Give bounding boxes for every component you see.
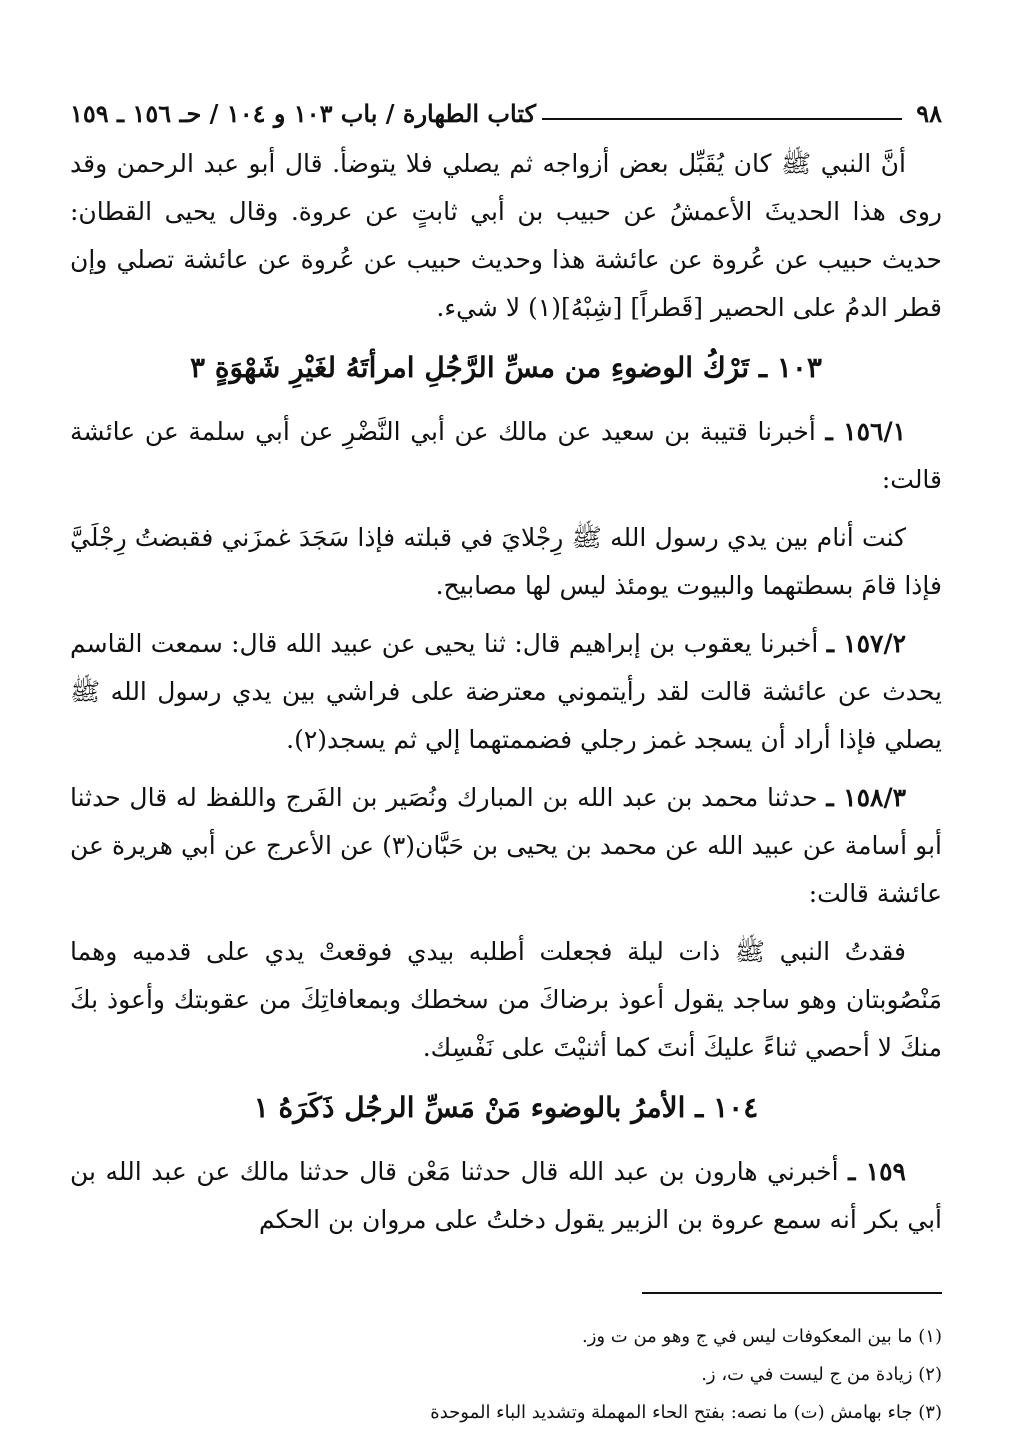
footnotes bbox=[70, 1318, 942, 1432]
footnote-1: (١) ما بين المعكوفات ليس في ج وهو من ت وز. bbox=[581, 1326, 942, 1347]
hadith-text-159: أخبرني هارون بن عبد الله قال حدثنا مَعْن قال حدثنا مالك عن عبد الله بن أبي بكر أنه سمع عروة بن الزبير يقول دخلتُ على مروان بن الحكم bbox=[70, 1157, 942, 1234]
hadith-text-157: أخبرنا يعقوب بن إبراهيم قال: ثنا يحيى عن عبيد الله قال: سمعت القاسم يحدث عن عائشة قالت لقد رأيتموني معترضة على فراشي بين يدي رسول الله ﷺ يصلي فإذا أراد أن يسجد غمز رجلي فضممتهما إلي ثم يسجد(٢). bbox=[70, 629, 942, 754]
hadith-number-159: ١٥٩ ـ bbox=[848, 1157, 906, 1186]
hadith-159 bbox=[70, 1148, 942, 1244]
hadith-text-158: حدثنا محمد بن عبد الله بن المبارك ونُصَير بن الفَرج واللفظ له قال حدثنا أبو أسامة عن عبيد الله عن محمد بن يحيى بن حَبَّان(٣) عن الأعرج عن أبي هريرة عن عائشة قالت: bbox=[70, 783, 942, 908]
footnote-rule bbox=[642, 1292, 942, 1294]
footnote-2: (٢) زيادة من ج ليست في ت، ز. bbox=[701, 1364, 942, 1385]
header-rule bbox=[542, 118, 902, 120]
hadith-number-157: ١٥٧/٢ ـ bbox=[826, 629, 906, 658]
page-body bbox=[70, 140, 942, 1254]
chapter-heading-103: ١٠٣ ـ تَرْكُ الوضوءِ من مسِّ الرَّجُلِ امرأتَهُ لغَيْرِ شَهْوَةٍ ٣ bbox=[190, 351, 822, 384]
header-title: كتاب الطهارة / باب ١٠٣ و ١٠٤ / حـ ١٥٦ ـ ١٥٩ bbox=[70, 99, 537, 128]
running-header bbox=[70, 88, 942, 128]
page-number: ٩٨ bbox=[916, 99, 942, 128]
hadith-158 bbox=[70, 774, 942, 918]
chapter-heading-104: ١٠٤ ـ الأمرُ بالوضوء مَنْ مَسِّ الرجُل ذَكَرَهُ ١ bbox=[253, 1091, 759, 1124]
hadith-156 bbox=[70, 408, 942, 504]
paragraph-intro: أنَّ النبي ﷺ كان يُقَبِّل بعض أزواجه ثم يصلي فلا يتوضأ. قال أبو عبد الرحمن وقد روى هذا الحديثَ الأعمشُ عن حبيب بن أبي ثابتٍ عن عروة. وقال يحيى القطان: حديث حبيب عن عُروة عن عائشة هذا وحديث حبيب عن عُروة عن عائشة تصلي وإن قطر الدمُ على الحصير [قَطراً] [شِبْهُ](١) لا شيء. bbox=[70, 149, 942, 322]
hadith-157 bbox=[70, 620, 942, 764]
hadith-number-156: ١٥٦/١ ـ bbox=[825, 417, 906, 446]
hadith-text-156: أخبرنا قتيبة بن سعيد عن مالك عن أبي النَّضْرِ عن أبي سلمة عن عائشة قالت: bbox=[70, 417, 942, 494]
footnote-3: (٣) جاء بهامش (ت) ما نصه: بفتح الحاء المهملة وتشديد الباء الموحدة bbox=[430, 1402, 942, 1423]
hadith-quote-158: فقدتُ النبي ﷺ ذات ليلة فجعلت أطلبه بيدي فوقعتْ يدي على قدميه وهما مَنْصُوبتان وهو ساجد يقول أعوذ برضاكَ من سخطك وبمعافاتِكَ من عقوبتك وأعوذ بكَ منكَ لا أحصي ثناءً عليكَ أنتَ كما أثنيْتَ على نَفْسِك. bbox=[70, 937, 942, 1062]
hadith-quote-156: كنت أنام بين يدي رسول الله ﷺ رِجْلايَ في قبلته فإذا سَجَدَ غمزَني فقبضتُ رِجْلَيَّ فإذا قامَ بسطتهما والبيوت يومئذ ليس لها مصابيح. bbox=[70, 523, 942, 600]
hadith-number-158: ١٥٨/٣ ـ bbox=[826, 783, 906, 812]
